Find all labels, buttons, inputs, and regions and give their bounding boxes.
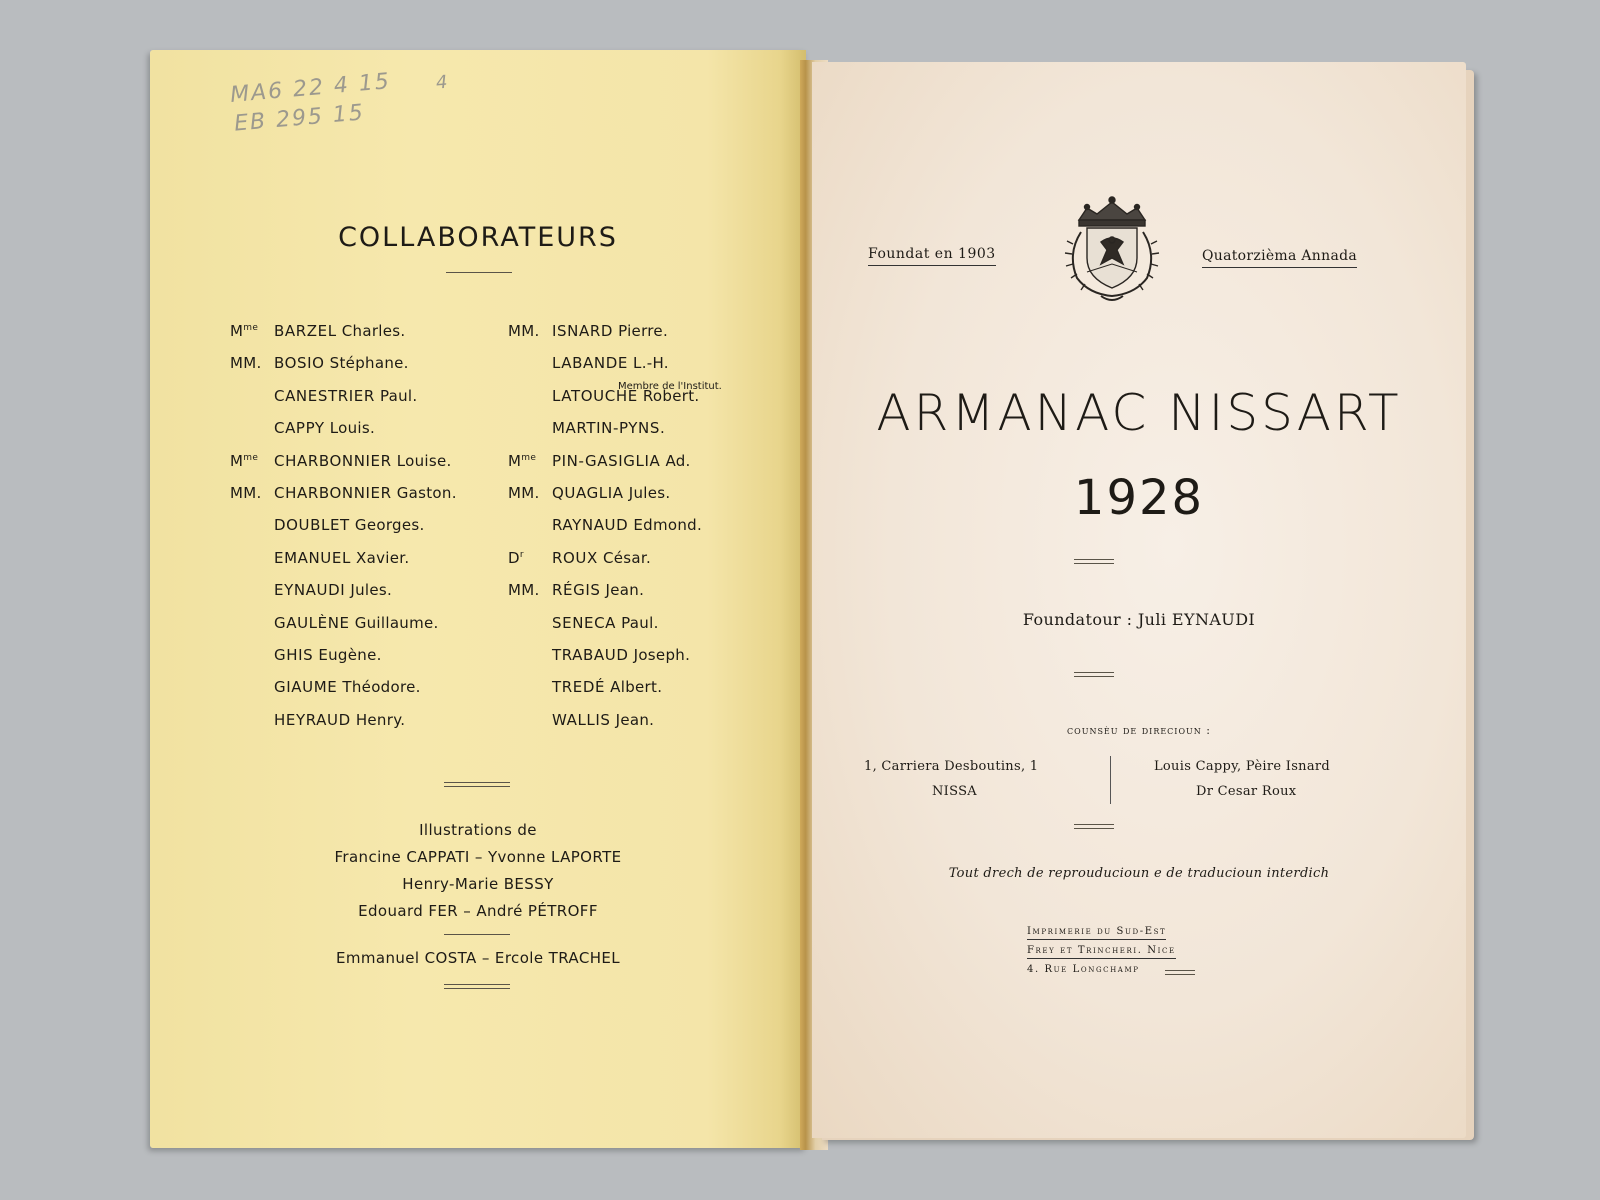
publication-title: ARMANAC NISSART	[876, 384, 1402, 442]
collaborator-name: QUAGLIA Jules.	[552, 484, 671, 502]
left-page	[150, 50, 806, 1148]
handwritten-mark: 4	[435, 71, 451, 94]
founded-label: Foundat en 1903	[868, 246, 996, 266]
illustrations-rule	[444, 934, 510, 935]
collaborator-name: TRABAUD Joseph.	[552, 646, 691, 664]
collaborator-name: LATOUCHE Robert.	[552, 386, 700, 405]
collaborator-name: MARTIN-PYNS.	[552, 419, 666, 438]
collaborator-name: ISNARD Pierre.	[552, 322, 669, 340]
address-line-2: NISSA	[932, 784, 977, 799]
collaborator-name: GIAUME Théodore.	[274, 678, 421, 697]
title-prefix: $M^{me}$	[230, 322, 259, 340]
collaborator-name: BARZEL Charles.	[274, 322, 406, 340]
title-prefix: $D^r$	[508, 548, 524, 567]
council-label: counsèu de direcioun :	[1067, 724, 1211, 737]
founder-line: Foundatour : Juli EYNAUDI	[1022, 610, 1256, 629]
collaborator-name: CANESTRIER Paul.	[274, 386, 418, 405]
illustrations-heading: Illustrations de	[419, 821, 537, 839]
handwritten-shelfmark-1: MA6 22 4 15	[229, 69, 392, 108]
collaborators-title: COLLABORATEURS	[338, 222, 618, 253]
council-line-2: Dr Cesar Roux	[1196, 784, 1297, 799]
title-rule	[446, 272, 512, 273]
list-end-rule	[444, 782, 510, 787]
title-prefix: MM.	[230, 484, 262, 502]
collaborator-name: EYNAUDI Jules.	[274, 581, 393, 600]
collaborator-name: RÉGIS Jean.	[552, 581, 645, 600]
illustrators-line-3: Edouard FER – André PÉTROFF	[358, 902, 598, 920]
labande-note: Membre de l'Institut.	[618, 381, 722, 392]
collaborator-name: PIN-GASIGLIA Ad.	[552, 451, 691, 470]
title-prefix: MM.	[508, 322, 540, 340]
handwritten-shelfmark-2: EB 295 15	[233, 100, 366, 137]
address-line-1: 1, Carriera Desboutins, 1	[864, 759, 1039, 774]
collaborator-name: HEYRAUD Henry.	[274, 710, 406, 729]
bottom-rule	[444, 984, 510, 989]
collaborator-name: WALLIS Jean.	[552, 710, 655, 729]
printer-rule	[1165, 970, 1195, 975]
extra-credit-line: Emmanuel COSTA – Ercole TRACHEL	[335, 949, 621, 967]
illustrators-line-2: Henry-Marie BESSY	[402, 875, 554, 893]
illustrators-line-1: Francine CAPPATI – Yvonne LAPORTE	[334, 848, 622, 866]
collaborator-name: LABANDE L.-H.	[552, 354, 669, 373]
collaborator-name: RAYNAUD Edmond.	[552, 516, 703, 535]
title-prefix: MM.	[508, 484, 540, 502]
collaborator-name: GAULÈNE Guillaume.	[274, 613, 439, 632]
year-rule	[1074, 559, 1114, 564]
printer-line-3: 4. Rue Longchamp	[1027, 964, 1140, 975]
title-prefix: MM.	[230, 354, 262, 373]
nice-coat-of-arms-icon	[1057, 192, 1167, 308]
collaborator-name: ROUX César.	[552, 548, 652, 567]
collaborator-name: CAPPY Louis.	[274, 419, 376, 438]
publication-year: 1928	[1073, 470, 1205, 526]
collaborator-name: DOUBLET Georges.	[274, 516, 425, 535]
council-line-1: Louis Cappy, Pèire Isnard	[1154, 759, 1331, 774]
printer-line-1: Imprimerie du Sud-Est	[1027, 926, 1166, 940]
collaborator-name: CHARBONNIER Louise.	[274, 451, 452, 470]
edition-label: Quatorzièma Annada	[1202, 248, 1357, 268]
collaborator-name: BOSIO Stéphane.	[274, 354, 409, 373]
rights-notice: Tout drech de reprouducioun e de traducioun interdich	[948, 866, 1330, 881]
collaborator-name: GHIS Eugène.	[274, 646, 382, 664]
collaborator-name: EMANUEL Xavier.	[274, 548, 410, 567]
title-prefix: MM.	[508, 581, 540, 600]
collaborator-name: TREDÉ Albert.	[552, 678, 663, 697]
title-prefix: $M^{me}$	[508, 451, 537, 470]
title-prefix: $M^{me}$	[230, 451, 259, 470]
right-page	[812, 62, 1466, 1138]
council-rule	[1074, 824, 1114, 829]
collaborator-name: SENECA Paul.	[552, 613, 659, 632]
founder-rule	[1074, 672, 1114, 677]
printer-line-2: Frey et Trincheri. Nice	[1027, 945, 1176, 959]
column-separator	[1110, 756, 1111, 804]
collaborator-name: CHARBONNIER Gaston.	[274, 484, 457, 502]
